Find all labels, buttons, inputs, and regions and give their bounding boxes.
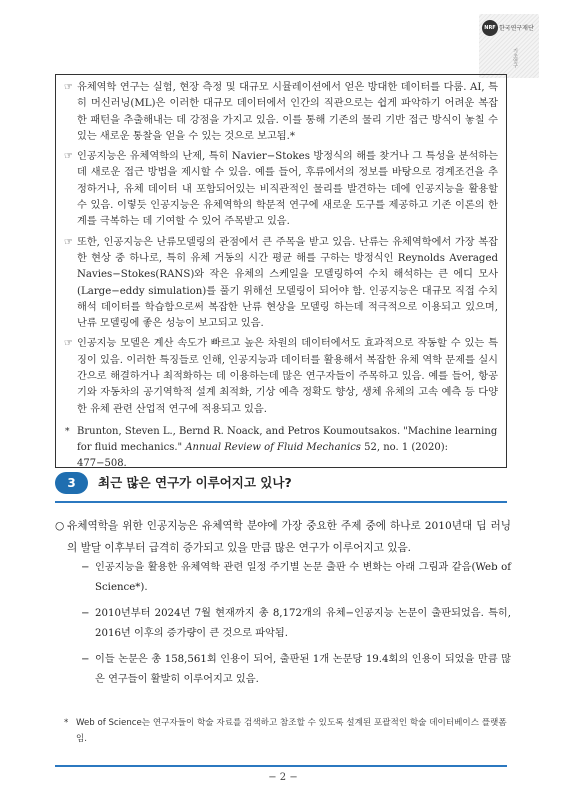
main-paragraph-text: 유체역학을 위한 인공지능은 유체역학 분야에 가장 중요한 주제 중에 하나로 2010년대 딥 러닝의 발달 이후부터 급격히 증가되고 있을 만큼 많은 연구가 이루어지고 있음. bbox=[67, 520, 511, 554]
sub-bullet-text: 인공지능을 활용한 유체역학 관련 일정 주기별 논문 출판 수 변화는 아래 그림과 같음(Web of Science*). bbox=[95, 562, 511, 593]
reference-footnote bbox=[64, 424, 498, 472]
sub-bullet bbox=[81, 604, 511, 643]
logo-emblem-icon: NRF bbox=[482, 20, 498, 36]
bullet-text: 인공지능은 유체역학의 난제, 특히 Navier−Stokes 방정식의 해를 찾거나 그 특성을 분석하는 데 새로운 접근 방법을 제시할 수 있음. 예를 들어, 후류에서의 정보를 바탕으로 경계조건을 추정하거나, 유체 데이터 내 포함되어있는 비직관적인 물리를 발견하는 데에 인공지능을 활용할 수 있음. 이렇듯 인공지능은 유체역학의 학문적 연구에 새로운 도구를 제공하고 기존 이론의 한계를 극복하는 데 기여할 수 있어 주목받고 있음. bbox=[77, 151, 498, 228]
footnote-marker: * bbox=[65, 426, 70, 437]
section-divider bbox=[55, 501, 507, 503]
section-heading bbox=[55, 472, 507, 494]
reference-journal: Annual Review of Fluid Mechanics bbox=[185, 441, 361, 453]
section-number-badge: 3 bbox=[55, 472, 88, 494]
footnote-text: Web of Science는 연구자들이 학술 자료를 검색하고 참조할 수 있도록 설계된 포괄적인 학술 데이터베이스 플랫폼임. bbox=[76, 718, 507, 744]
sub-bullet-list bbox=[81, 558, 511, 696]
pointing-hand-icon: ☞ bbox=[64, 338, 73, 350]
footnote bbox=[64, 715, 509, 747]
circle-bullet-icon: ○ bbox=[55, 520, 65, 532]
logo-subtitle: 기초연구 bbox=[512, 48, 518, 68]
box-bullet bbox=[64, 80, 498, 145]
bullet-text: 또한, 인공지능은 난류모델링의 관점에서 큰 주목을 받고 있음. 난류는 유체역학에서 가장 복잡한 현상 중 하나로, 특히 유체 거동의 시간 평균 해를 구하는 방정식인 Reynolds Averaged Navies−Stokes(RANS)와 작은 유체의 스케일을 모델링하여 수치 해석하는 큰 에디 모사(Large−eddy simulation)를 풀기 위해선 모델링이 되어야 함. 인공지능은 대규모 직접 수치해석 데이터를 학습함으로써 복잡한 난류 현상을 모델링 하는데 적극적으로 이용되고 있으며, 난류 모델링에 좋은 성능이 보고되고 있음. bbox=[77, 236, 498, 330]
page-number: − 2 − bbox=[268, 772, 298, 783]
reference-volume: 52, no. 1 (2020): 477−508. bbox=[77, 441, 449, 469]
box-bullet bbox=[64, 235, 498, 333]
footer-divider bbox=[55, 765, 507, 767]
bullet-text: 유체역학 연구는 실험, 현장 측정 및 대규모 시뮬레이션에서 얻은 방대한 데이터를 다룸. AI, 특히 머신러닝(ML)은 이러한 대규모 데이터에서 인간의 직관으로는 쉽게 파악하기 어려운 복잡한 패턴을 추출해내는 데 강점을 가지고 있음. 이를 통해 기존의 물리 기반 접근 방식이 놓칠 수 있는 새로운 통찰을 얻을 수 있는 것으로 보고됨.* bbox=[77, 82, 498, 142]
pointing-hand-icon: ☞ bbox=[64, 151, 73, 163]
sub-bullet bbox=[81, 558, 511, 597]
sub-bullet-text: 2010년부터 2024년 7월 현재까지 총 8,172개의 유체−인공지능 논문이 출판되었음. 특히, 2016년 이후의 증가량이 큰 것으로 파악됨. bbox=[95, 608, 511, 639]
bullet-text: 인공지능 모델은 계산 속도가 빠르고 높은 차원의 데이터에서도 효과적으로 작동할 수 있는 특징이 있음. 이러한 특징들로 인해, 인공지능과 데이터를 활용해서 복잡한 유체 역학 문제를 실시간으로 해결하거나 최적화하는 데 이용하는데 많은 연구자들이 주목하고 있음. 예를 들어, 항공기와 자동차의 공기역학적 설계 최적화, 기상 예측 정확도 향상, 생체 유체의 고속 예측 등 다양한 유체 관련 산업적 연구에 적용되고 있음. bbox=[77, 338, 498, 415]
footnote-marker: * bbox=[64, 718, 69, 728]
logo-name: 한국연구재단 bbox=[499, 25, 534, 32]
dash-marker: − bbox=[81, 608, 90, 619]
reference-authors: Brunton, Steven L., Bernd R. Noack, and Petros Koumoutsakos. "Machine learning for fluid mechanics." bbox=[77, 425, 498, 453]
main-paragraph bbox=[55, 515, 511, 559]
sub-bullet-text: 이들 논문은 총 158,561회 인용이 되어, 출판된 1개 논문당 19.4회의 인용이 되었을 만큼 많은 연구들이 활발히 이루어지고 있음. bbox=[95, 654, 511, 685]
summary-box bbox=[55, 74, 507, 468]
dash-marker: − bbox=[81, 562, 90, 573]
pointing-hand-icon: ☞ bbox=[64, 236, 73, 248]
box-bullet bbox=[64, 149, 498, 230]
section-title: 최근 많은 연구가 이루어지고 있나? bbox=[98, 475, 292, 490]
dash-marker: − bbox=[81, 654, 90, 665]
sub-bullet bbox=[81, 650, 511, 689]
box-bullet bbox=[64, 336, 498, 417]
organization-logo bbox=[479, 14, 539, 78]
pointing-hand-icon: ☞ bbox=[64, 82, 73, 93]
